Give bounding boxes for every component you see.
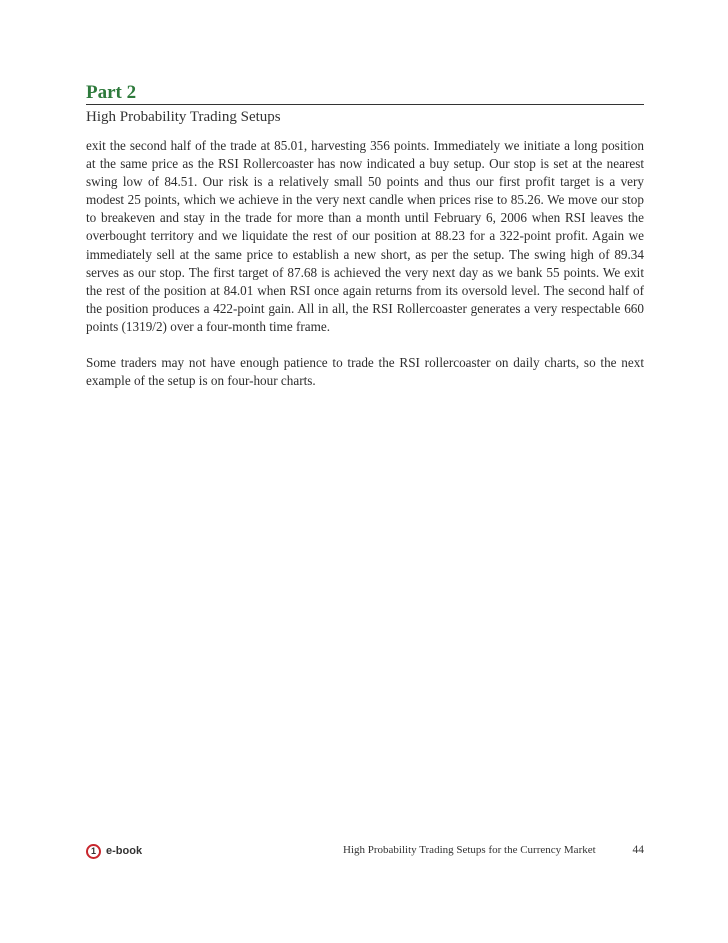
ebook-logo-icon: 1 <box>86 844 101 859</box>
page-number: 44 <box>632 844 644 856</box>
section-title: High Probability Trading Setups <box>86 109 281 125</box>
page-footer <box>86 841 644 861</box>
body-text <box>86 137 644 408</box>
part-title: Part 2 <box>86 82 137 103</box>
ebook-logo <box>86 841 142 861</box>
ebook-logo-text: e-book <box>106 845 143 857</box>
footer-book-title: High Probability Trading Setups for the Currency Market <box>343 844 596 856</box>
paragraph: Some traders may not have enough patience to trade the RSI rollercoaster on daily charts, so the next example of the setup is on four-hour charts. <box>86 355 644 389</box>
header-rule <box>86 104 644 105</box>
page-header <box>86 82 644 127</box>
paragraph: exit the second half of the trade at 85.01, harvesting 356 points. Immediately we initiate a long position at the same price as the RSI Rollercoaster has now indicated a buy setup. Our stop is set at the nearest swing low of 84.51. Our risk is a relatively small 50 points and thus our first profit target is a very modest 25 points, which we achieve in the very next candle when prices rise to 85.26. We move our stop to breakeven and stay in the trade for more than a month until February 6, 2006 when RSI leaves the overbought territory and we liquidate the rest of our position at 88.23 for a 322-point profit. Again we immediately sell at the same price to establish a new short, as per the setup. The swing high of 89.34 serves as our stop. The first target of 87.68 is achieved the very next day as we bank 55 points. We exit the rest of the position at 84.01 when RSI once again returns from its oversold level. The second half of the position produces a 422-point gain. All in all, the RSI Rollercoaster generates a very respectable 660 points (1319/2) over a four-month time frame. <box>86 138 644 334</box>
